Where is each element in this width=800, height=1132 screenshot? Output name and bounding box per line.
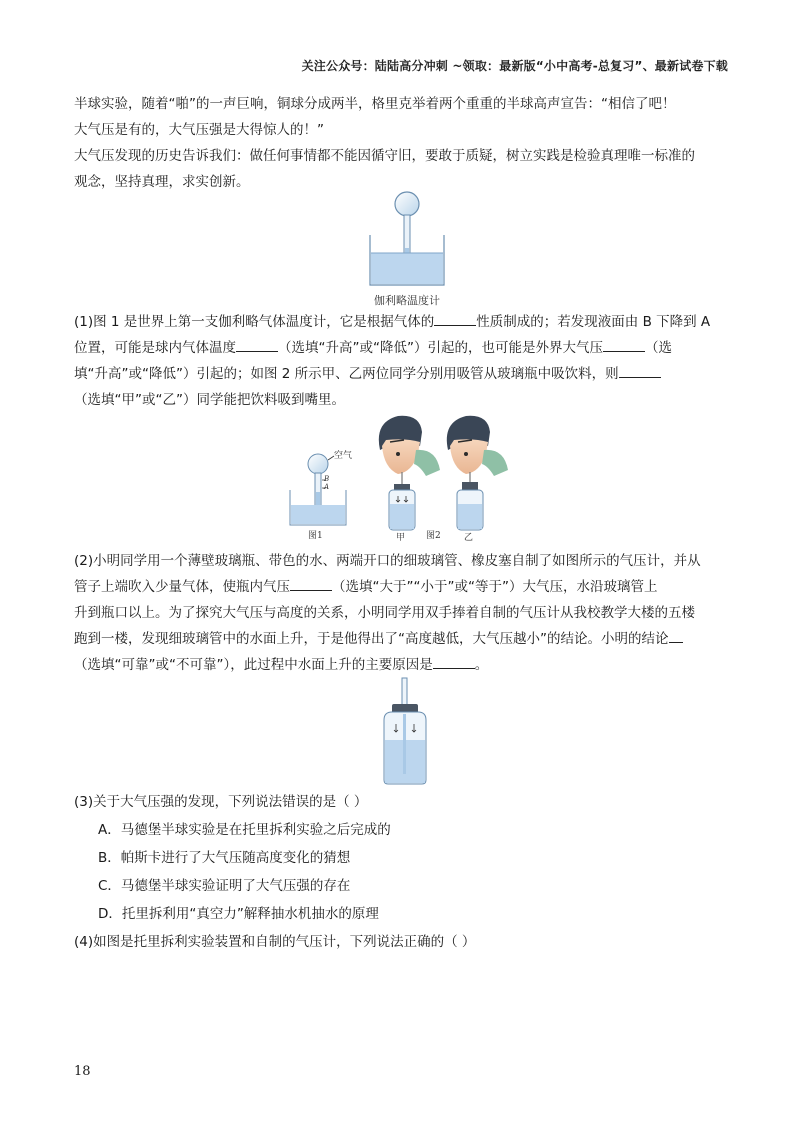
q1-text: （选 <box>644 340 672 356</box>
q3-option-a[interactable]: A．马德堡半球实验是在托里拆利实验之后完成的 <box>98 822 391 838</box>
q1-line <box>74 309 726 335</box>
q2-text: （选填“大于”“小于”或“等于”）大气压，水沿玻璃管上 <box>332 579 658 595</box>
answer-blank[interactable] <box>236 335 278 352</box>
q3-option-c[interactable]: C．马德堡半球实验证明了大气压强的存在 <box>98 878 351 894</box>
galileo-thermometer-figure <box>362 190 452 306</box>
galileo-thermometer-drawing <box>362 190 452 290</box>
figure-1-2-drawing <box>286 410 526 544</box>
q2-line <box>74 574 726 600</box>
q1-text: 性质制成的；若发现液面由 B 下降到 A <box>476 314 711 330</box>
q1-text: 位置，可能是球内气体温度 <box>74 340 236 356</box>
intro-line: 大气压是有的，大气压强是大得惊人的！” <box>74 122 324 138</box>
answer-blank[interactable] <box>619 361 661 378</box>
b-label: B <box>324 475 330 483</box>
yi-label: 乙 <box>464 533 474 543</box>
answer-blank[interactable] <box>603 335 645 352</box>
question-3 <box>74 789 726 955</box>
fig2-caption: 图2 <box>426 531 441 541</box>
answer-blank[interactable] <box>434 309 476 326</box>
intro-line: 大气压发现的历史告诉我们：做任何事情都不能因循守旧，要敢于质疑，树立实践是检验真理唯一标准的 <box>74 148 695 164</box>
answer-blank[interactable] <box>290 574 332 591</box>
fig1-caption: 图1 <box>308 531 323 541</box>
q3-stem: (3)关于大气压强的发现，下列说法错误的是（ ） <box>74 794 368 810</box>
page-number: 18 <box>74 1064 91 1079</box>
q2-text: （选填“可靠”或“不可靠”），此过程中水面上升的主要原因是 <box>74 657 433 673</box>
q1-line: （选填“甲”或“乙”）同学能把饮料吸到嘴里。 <box>74 392 345 408</box>
q3-option-b[interactable]: B．帕斯卡进行了大气压随高度变化的猜想 <box>98 850 351 866</box>
question-1 <box>74 309 726 413</box>
air-label: 空气 <box>334 451 353 461</box>
q2-line <box>74 626 726 652</box>
q1-text: (1)图 1 是世界上第一支伽利略气体温度计，它是根据气体的 <box>74 314 435 330</box>
intro-line: 观念，坚持真理，求实创新。 <box>74 174 250 190</box>
intro-line: 半球实验，随着“啪”的一声巨响，铜球分成两半，格里克举着两个重重的半球高声宣告：“相信了吧！ <box>74 96 676 112</box>
q1-line <box>74 335 726 361</box>
q2-text: 。 <box>474 657 489 673</box>
answer-blank[interactable] <box>669 626 683 643</box>
page-header: 关注公众号：陆陆高分冲刺 ~领取：最新版“小中高考-总复习”、最新试卷下载 <box>301 59 728 73</box>
q2-line <box>74 652 726 678</box>
q4-stem: (4)如图是托里拆利实验装置和自制的气压计，下列说法正确的（ ） <box>74 934 476 950</box>
q1-text: （选填“升高”或“降低”）引起的，也可能是外界大气压 <box>278 340 603 356</box>
galileo-thermometer-caption: 伽利略温度计 <box>374 294 440 307</box>
question-2 <box>74 548 726 678</box>
student-yi <box>447 416 508 530</box>
figure-1-and-2 <box>286 410 526 544</box>
q2-text: 管子上端吹入少量气体，使瓶内气压 <box>74 579 290 595</box>
q1-line <box>74 361 726 387</box>
q1-text: 填“升高”或“降低”）引起的；如图 2 所示甲、乙两位同学分别用吸管从玻璃瓶中吸饮料，则 <box>74 366 619 382</box>
q2-line: (2)小明同学用一个薄壁玻璃瓶、带色的水、两端开口的细玻璃管、橡皮塞自制了如图所示的气压计，并从 <box>74 553 701 569</box>
q2-text: 跑到一楼，发现细玻璃管中的水面上升，于是他得出了“高度越低，大气压越小”的结论。小明的结论 <box>74 631 669 647</box>
homemade-barometer-figure <box>370 676 440 786</box>
q3-option-d[interactable]: D．托里拆利用“真空力”解释抽水机抽水的原理 <box>98 906 379 922</box>
jia-label: 甲 <box>396 533 406 543</box>
barometer-drawing <box>370 676 440 786</box>
a-label: A <box>324 483 330 491</box>
answer-blank[interactable] <box>433 652 475 669</box>
fig1-thermometer <box>290 454 346 525</box>
intro-paragraph <box>74 91 726 195</box>
q2-line: 升到瓶口以上。为了探究大气压与高度的关系，小明同学用双手捧着自制的气压计从我校教学大楼的五楼 <box>74 605 695 621</box>
student-jia <box>379 416 440 530</box>
